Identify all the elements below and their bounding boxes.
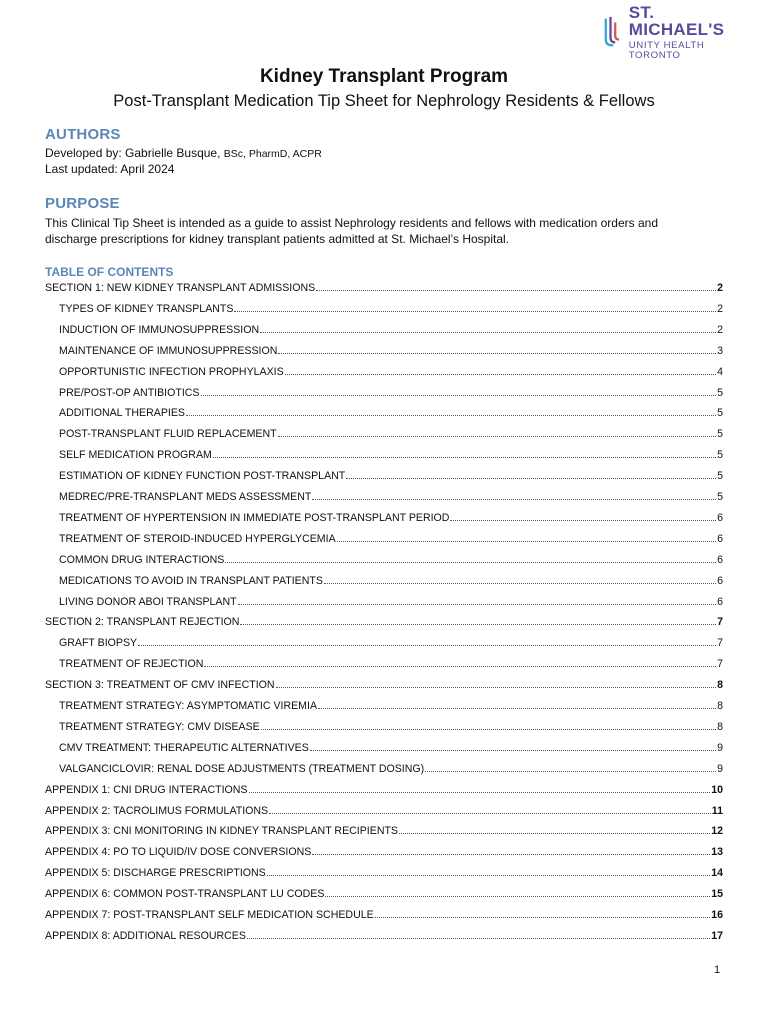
- toc-entry[interactable]: [59, 740, 723, 754]
- toc-dot-leader: [310, 749, 716, 751]
- toc-dot-leader: [346, 477, 716, 479]
- toc-entry-page: 9: [717, 741, 723, 754]
- st-michaels-logo: [602, 2, 752, 61]
- toc-heading: TABLE OF CONTENTS: [45, 265, 174, 279]
- toc-entry-label: APPENDIX 4: PO TO LIQUID/IV DOSE CONVERSIONS: [45, 846, 312, 859]
- toc-entry-page: 4: [717, 365, 723, 378]
- toc-entry-label: OPPORTUNISTIC INFECTION PROPHYLAXIS: [59, 365, 284, 378]
- toc-entry[interactable]: [59, 573, 723, 587]
- toc-entry-page: 5: [717, 470, 723, 483]
- toc-dot-leader: [285, 373, 716, 375]
- toc-entry-label: APPENDIX 1: CNI DRUG INTERACTIONS: [45, 783, 248, 796]
- toc-dot-leader: [276, 686, 717, 688]
- toc-entry-label: PRE/POST-OP ANTIBIOTICS: [59, 386, 200, 399]
- last-updated: Last updated: April 2024: [45, 162, 175, 176]
- toc-entry[interactable]: [59, 510, 723, 524]
- toc-entry-page: 3: [717, 344, 723, 357]
- toc-entry-label: COMMON DRUG INTERACTIONS: [59, 553, 225, 566]
- toc-entry-label: APPENDIX 3: CNI MONITORING IN KIDNEY TRANSPLANT RECIPIENTS: [45, 825, 399, 838]
- toc-entry[interactable]: [59, 489, 723, 503]
- toc-entry[interactable]: [45, 844, 723, 858]
- toc-dot-leader: [186, 414, 716, 416]
- toc-entry[interactable]: [45, 907, 723, 921]
- toc-entry-page: 13: [711, 846, 723, 859]
- toc-dot-leader: [450, 519, 716, 521]
- toc-entry-page: 2: [717, 323, 723, 336]
- toc-entry-label: SECTION 1: NEW KIDNEY TRANSPLANT ADMISSIONS: [45, 282, 316, 294]
- toc-entry-label: POST-TRANSPLANT FLUID REPLACEMENT: [59, 428, 277, 441]
- toc-entry-page: 2: [717, 302, 723, 315]
- authors-developed-by: [45, 146, 322, 160]
- toc-entry[interactable]: [45, 614, 723, 628]
- document-title: Kidney Transplant Program: [259, 66, 509, 87]
- toc-dot-leader: [234, 310, 716, 312]
- toc-dot-leader: [260, 331, 716, 333]
- toc-dot-leader: [201, 394, 717, 396]
- toc-entry-page: 6: [717, 574, 723, 587]
- toc-entry-page: 12: [711, 825, 723, 838]
- logo-tagline: UNITY HEALTH TORONTO: [628, 39, 705, 61]
- toc-dot-leader: [138, 644, 716, 646]
- toc-dot-leader: [325, 895, 710, 897]
- toc-entry-page: 9: [717, 762, 723, 775]
- authors-heading: AUTHORS: [45, 126, 121, 143]
- toc-entry-label: MEDICATIONS TO AVOID IN TRANSPLANT PATIENTS: [59, 574, 323, 587]
- toc-dot-leader: [312, 853, 710, 855]
- toc-entry-page: 16: [711, 909, 723, 921]
- toc-dot-leader: [337, 540, 716, 542]
- toc-entry[interactable]: [59, 405, 723, 419]
- toc-entry-page: 6: [717, 595, 723, 608]
- toc-dot-leader: [267, 874, 710, 876]
- purpose-text-line-2: discharge prescriptions for kidney transplant patients admitted at St. Michael’s Hospital.: [45, 232, 510, 246]
- toc-entry-page: 6: [717, 553, 723, 566]
- toc-entry-label: INDUCTION OF IMMUNOSUPPRESSION: [59, 323, 260, 336]
- toc-entry[interactable]: [59, 322, 723, 336]
- toc-dot-leader: [240, 623, 716, 625]
- toc-entry-page: 14: [711, 867, 723, 880]
- toc-entry-label: TYPES OF KIDNEY TRANSPLANTS: [59, 302, 234, 315]
- toc-entry[interactable]: [45, 886, 723, 900]
- toc-dot-leader: [249, 791, 711, 793]
- toc-entry[interactable]: [45, 865, 723, 879]
- toc-entry-page: 5: [717, 428, 723, 441]
- logo-mark-icon: [602, 14, 623, 50]
- logo-name: ST. MICHAEL'S: [628, 2, 725, 39]
- toc-entry-page: 10: [711, 783, 723, 796]
- toc-entry[interactable]: [59, 447, 723, 461]
- toc-dot-leader: [375, 916, 711, 918]
- toc-entry-label: TREATMENT STRATEGY: ASYMPTOMATIC VIREMIA: [59, 700, 318, 712]
- toc-entry-label: ESTIMATION OF KIDNEY FUNCTION POST-TRANSPLANT: [59, 470, 346, 483]
- toc-entry-page: 8: [717, 720, 723, 733]
- toc-entry[interactable]: [59, 426, 723, 440]
- toc-entry-label: SELF MEDICATION PROGRAM: [59, 449, 212, 462]
- page-number: 1: [714, 964, 721, 976]
- toc-entry-label: APPENDIX 6: COMMON POST-TRANSPLANT LU CODES: [45, 888, 325, 901]
- toc-entry[interactable]: [59, 698, 723, 712]
- toc-entry-page: 11: [711, 804, 723, 817]
- document-subtitle: Post-Transplant Medication Tip Sheet for Nephrology Residents & Fellows: [113, 92, 655, 110]
- toc-dot-leader: [247, 937, 710, 939]
- toc-dot-leader: [278, 352, 716, 354]
- toc-entry-page: 5: [717, 449, 723, 462]
- toc-entry-label: TREATMENT OF HYPERTENSION IN IMMEDIATE POST-TRANSPLANT PERIOD: [59, 511, 450, 524]
- toc-entry-label: VALGANCICLOVIR: RENAL DOSE ADJUSTMENTS (TREATMENT DOSING): [59, 762, 425, 775]
- purpose-text-line-1: This Clinical Tip Sheet is intended as a guide to assist Nephrology residents and fellows with medication orders and: [45, 216, 658, 230]
- toc-entry[interactable]: [45, 782, 723, 796]
- toc-entry[interactable]: [45, 928, 723, 942]
- toc-entry-page: 5: [717, 407, 723, 420]
- toc-entry[interactable]: [45, 823, 723, 837]
- toc-dot-leader: [261, 728, 716, 730]
- purpose-heading: PURPOSE: [45, 195, 120, 212]
- toc-dot-leader: [213, 456, 716, 458]
- toc-entry-label: LIVING DONOR ABOI TRANSPLANT: [59, 595, 237, 608]
- toc-entry-label: SECTION 2: TRANSPLANT REJECTION: [45, 616, 240, 629]
- toc-entry[interactable]: [45, 280, 723, 294]
- toc-entry-label: SECTION 3: TREATMENT OF CMV INFECTION: [45, 679, 275, 692]
- toc-entry-page: 7: [717, 658, 723, 671]
- toc-entry[interactable]: [59, 656, 723, 670]
- toc-entry-label: APPENDIX 5: DISCHARGE PRESCRIPTIONS: [45, 867, 266, 880]
- toc-entry-page: 8: [717, 700, 723, 712]
- toc-entry-label: GRAFT BIOPSY: [59, 637, 138, 650]
- toc-entry[interactable]: [59, 531, 723, 545]
- toc-entry-page: 5: [717, 491, 723, 503]
- toc-dot-leader: [225, 561, 716, 563]
- toc-entry-page: 15: [711, 888, 723, 901]
- toc-entry-page: 7: [717, 637, 723, 650]
- toc-entry[interactable]: [59, 364, 723, 378]
- toc-dot-leader: [318, 707, 716, 709]
- toc-dot-leader: [399, 832, 710, 834]
- toc-entry-page: 2: [717, 282, 723, 294]
- toc-dot-leader: [238, 603, 717, 605]
- toc-entry[interactable]: [59, 552, 723, 566]
- toc-entry-page: 6: [717, 532, 723, 545]
- toc-entry[interactable]: [59, 761, 723, 775]
- toc-entry[interactable]: [45, 803, 723, 817]
- toc-entry-label: TREATMENT OF REJECTION: [59, 658, 204, 671]
- toc-entry-label: MEDREC/PRE-TRANSPLANT MEDS ASSESSMENT: [59, 491, 312, 503]
- toc-entry-page: 17: [711, 929, 723, 942]
- toc-entry-page: 8: [717, 679, 723, 692]
- toc-dot-leader: [324, 582, 716, 584]
- toc-entry-label: MAINTENANCE OF IMMUNOSUPPRESSION: [59, 344, 278, 357]
- toc-entry-page: 5: [717, 386, 723, 399]
- toc-entry[interactable]: [59, 385, 723, 399]
- toc-entry[interactable]: [59, 301, 723, 315]
- toc-entry-page: 6: [717, 511, 723, 524]
- toc-entry-label: CMV TREATMENT: THERAPEUTIC ALTERNATIVES: [59, 741, 309, 754]
- author-credentials: BSc, PharmD, ACPR: [223, 148, 322, 160]
- toc-entry[interactable]: [45, 677, 723, 691]
- toc-entry[interactable]: [59, 719, 723, 733]
- toc-entry-label: TREATMENT STRATEGY: CMV DISEASE: [59, 720, 260, 733]
- toc-entry-label: TREATMENT OF STEROID-INDUCED HYPERGLYCEMIA: [59, 532, 336, 545]
- developed-by-text: Developed by: Gabrielle Busque,: [45, 146, 224, 160]
- toc-dot-leader: [425, 770, 716, 772]
- toc-dot-leader: [204, 665, 716, 667]
- toc-entry-label: ADDITIONAL THERAPIES: [59, 407, 185, 420]
- toc-entry[interactable]: [59, 635, 723, 649]
- toc-dot-leader: [316, 289, 716, 291]
- toc-entry-label: APPENDIX 2: TACROLIMUS FORMULATIONS: [45, 804, 269, 817]
- toc-dot-leader: [278, 435, 716, 437]
- toc-dot-leader: [312, 498, 716, 500]
- toc-entry[interactable]: [59, 343, 723, 357]
- toc-entry-page: 7: [717, 616, 723, 629]
- toc-entry-label: APPENDIX 7: POST-TRANSPLANT SELF MEDICATION SCHEDULE: [45, 909, 374, 921]
- toc-entry[interactable]: [59, 594, 723, 608]
- toc-entry-label: APPENDIX 8: ADDITIONAL RESOURCES: [45, 929, 246, 942]
- toc-entry[interactable]: [59, 468, 723, 482]
- toc-dot-leader: [269, 812, 711, 814]
